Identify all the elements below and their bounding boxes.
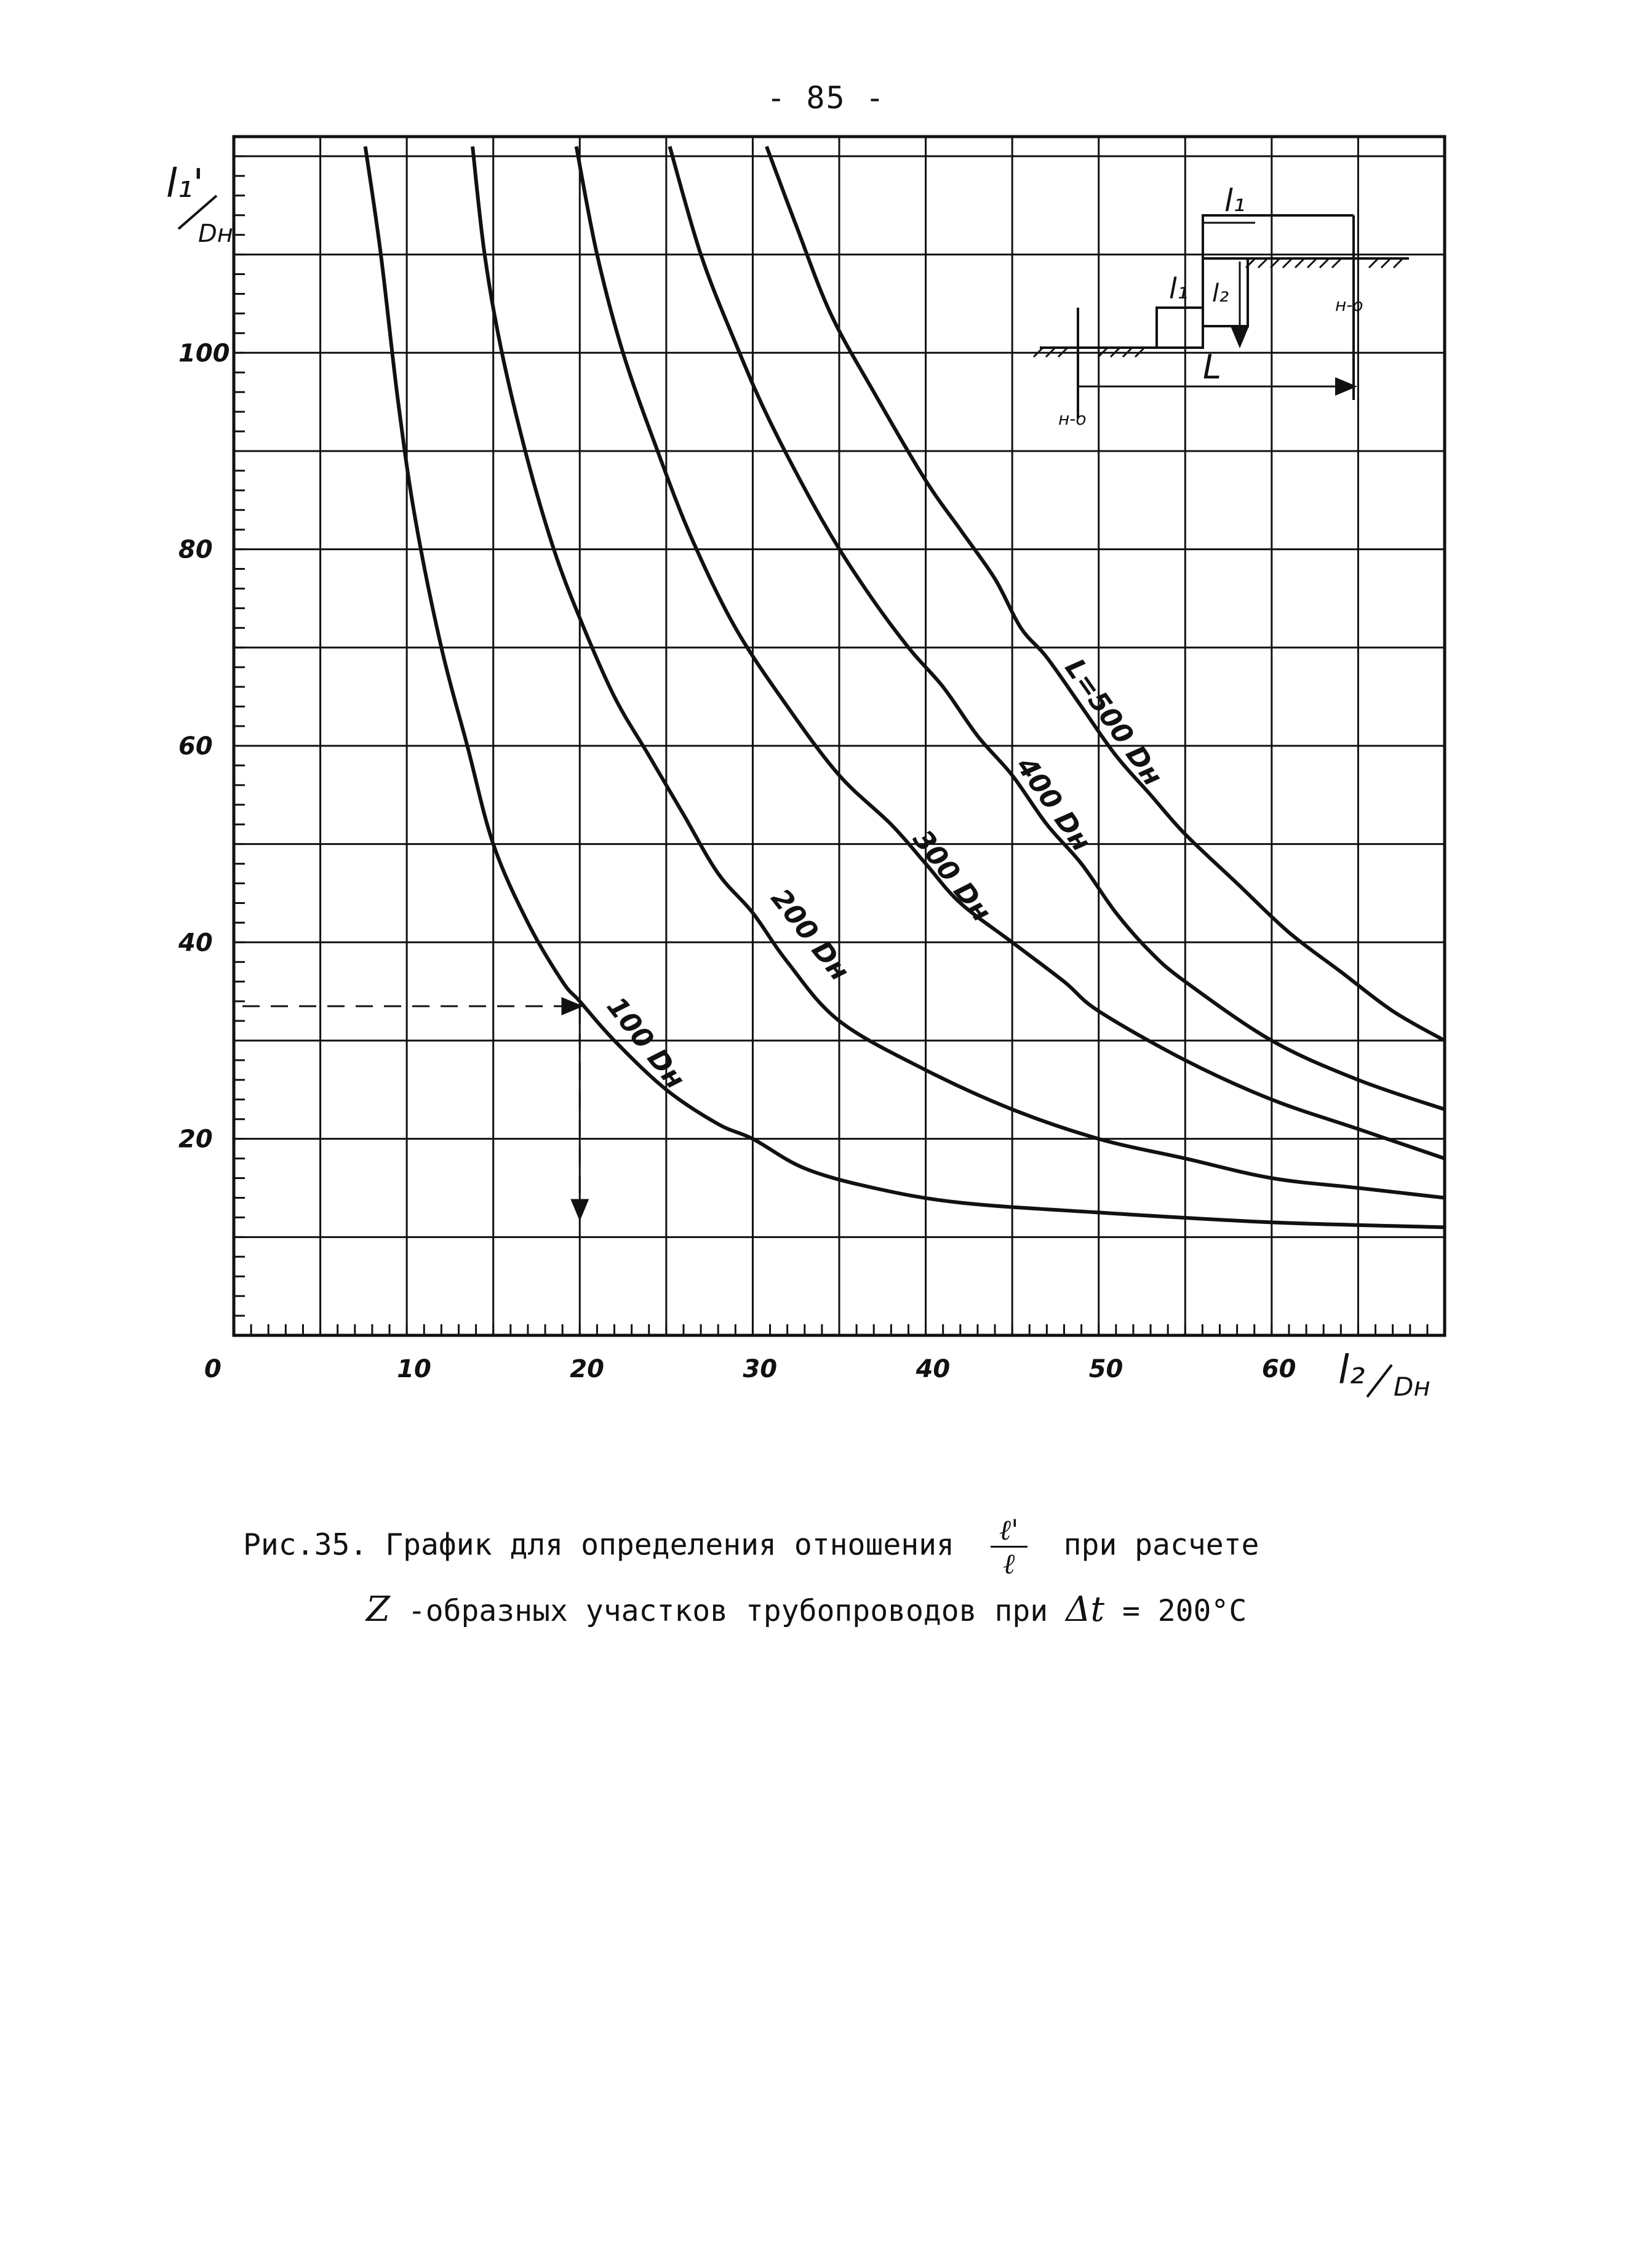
series-line bbox=[577, 146, 1445, 1159]
series-labels bbox=[601, 653, 1169, 1095]
inset-label-l1-mid: l₁ bbox=[1169, 272, 1189, 305]
x-axis-label bbox=[1338, 1348, 1431, 1402]
x-axis-label-den: Dн bbox=[1394, 1372, 1431, 1402]
x-tick-label: 40 bbox=[916, 1355, 951, 1383]
y-axis-label bbox=[166, 161, 233, 248]
y-tick-label: 20 bbox=[178, 1125, 213, 1154]
y-tick-label: 80 bbox=[178, 535, 213, 564]
series-label: 400 Dн bbox=[1010, 751, 1098, 857]
caption-part1: Рис.35. График для определения отношения bbox=[243, 1527, 954, 1562]
x-tick-label: 30 bbox=[743, 1355, 778, 1383]
caption-z-symbol: Z bbox=[366, 1589, 390, 1629]
x-tick-label: 10 bbox=[397, 1355, 431, 1383]
series-label: L=500 Dн bbox=[1058, 653, 1169, 792]
inset-label-L: L bbox=[1203, 348, 1222, 386]
x-tick-label: 0 bbox=[204, 1355, 221, 1383]
caption-line-2 bbox=[243, 1580, 1412, 1641]
series-line bbox=[670, 146, 1445, 1110]
series-line bbox=[365, 146, 1445, 1227]
series-label: 300 Dн bbox=[906, 824, 997, 928]
page-number: - 85 - bbox=[767, 80, 885, 116]
y-axis-label-den: Dн bbox=[198, 220, 233, 248]
x-tick-label: 50 bbox=[1088, 1355, 1123, 1383]
inset-label-l1-top: l₁ bbox=[1224, 183, 1245, 218]
annotations bbox=[242, 1006, 580, 1217]
x-axis-label-num: l₂ bbox=[1338, 1348, 1365, 1393]
x-tick-labels bbox=[204, 1355, 1296, 1383]
y-tick-label: 60 bbox=[178, 732, 213, 761]
caption-fraction bbox=[991, 1514, 1028, 1580]
y-tick-label: 40 bbox=[178, 929, 213, 958]
series-label: 100 Dн bbox=[600, 991, 692, 1095]
y-tick-label: 100 bbox=[178, 339, 230, 368]
y-tick-labels bbox=[178, 339, 230, 1153]
series-lines bbox=[365, 146, 1445, 1227]
figure-caption bbox=[243, 1514, 1412, 1641]
pipe-offset bbox=[1157, 308, 1203, 348]
caption-part3: -образных участков трубопроводов при bbox=[407, 1594, 1048, 1628]
inset-label-l2: l₂ bbox=[1212, 279, 1229, 308]
inset-schematic bbox=[1034, 215, 1409, 418]
caption-delta-t-symbol: Δt bbox=[1066, 1589, 1105, 1629]
x-tick-label: 20 bbox=[570, 1355, 604, 1383]
caption-part2: при расчете bbox=[1063, 1527, 1259, 1562]
inset-label-left-support: н-о bbox=[1058, 409, 1087, 429]
caption-fraction-numerator: ℓ' bbox=[991, 1514, 1028, 1548]
right-ground-hatch bbox=[1246, 258, 1403, 268]
inset-label-right-support: н-о bbox=[1335, 295, 1363, 315]
caption-line-1 bbox=[243, 1514, 1412, 1580]
caption-part4: = 200°C bbox=[1122, 1594, 1247, 1628]
x-tick-label: 60 bbox=[1261, 1355, 1296, 1383]
grid bbox=[234, 137, 1445, 1335]
series-label: 200 Dн bbox=[764, 882, 856, 987]
y-axis-label-num: l₁' bbox=[166, 161, 204, 207]
inset-labels bbox=[1058, 183, 1363, 429]
caption-fraction-denominator: ℓ bbox=[1003, 1547, 1015, 1580]
